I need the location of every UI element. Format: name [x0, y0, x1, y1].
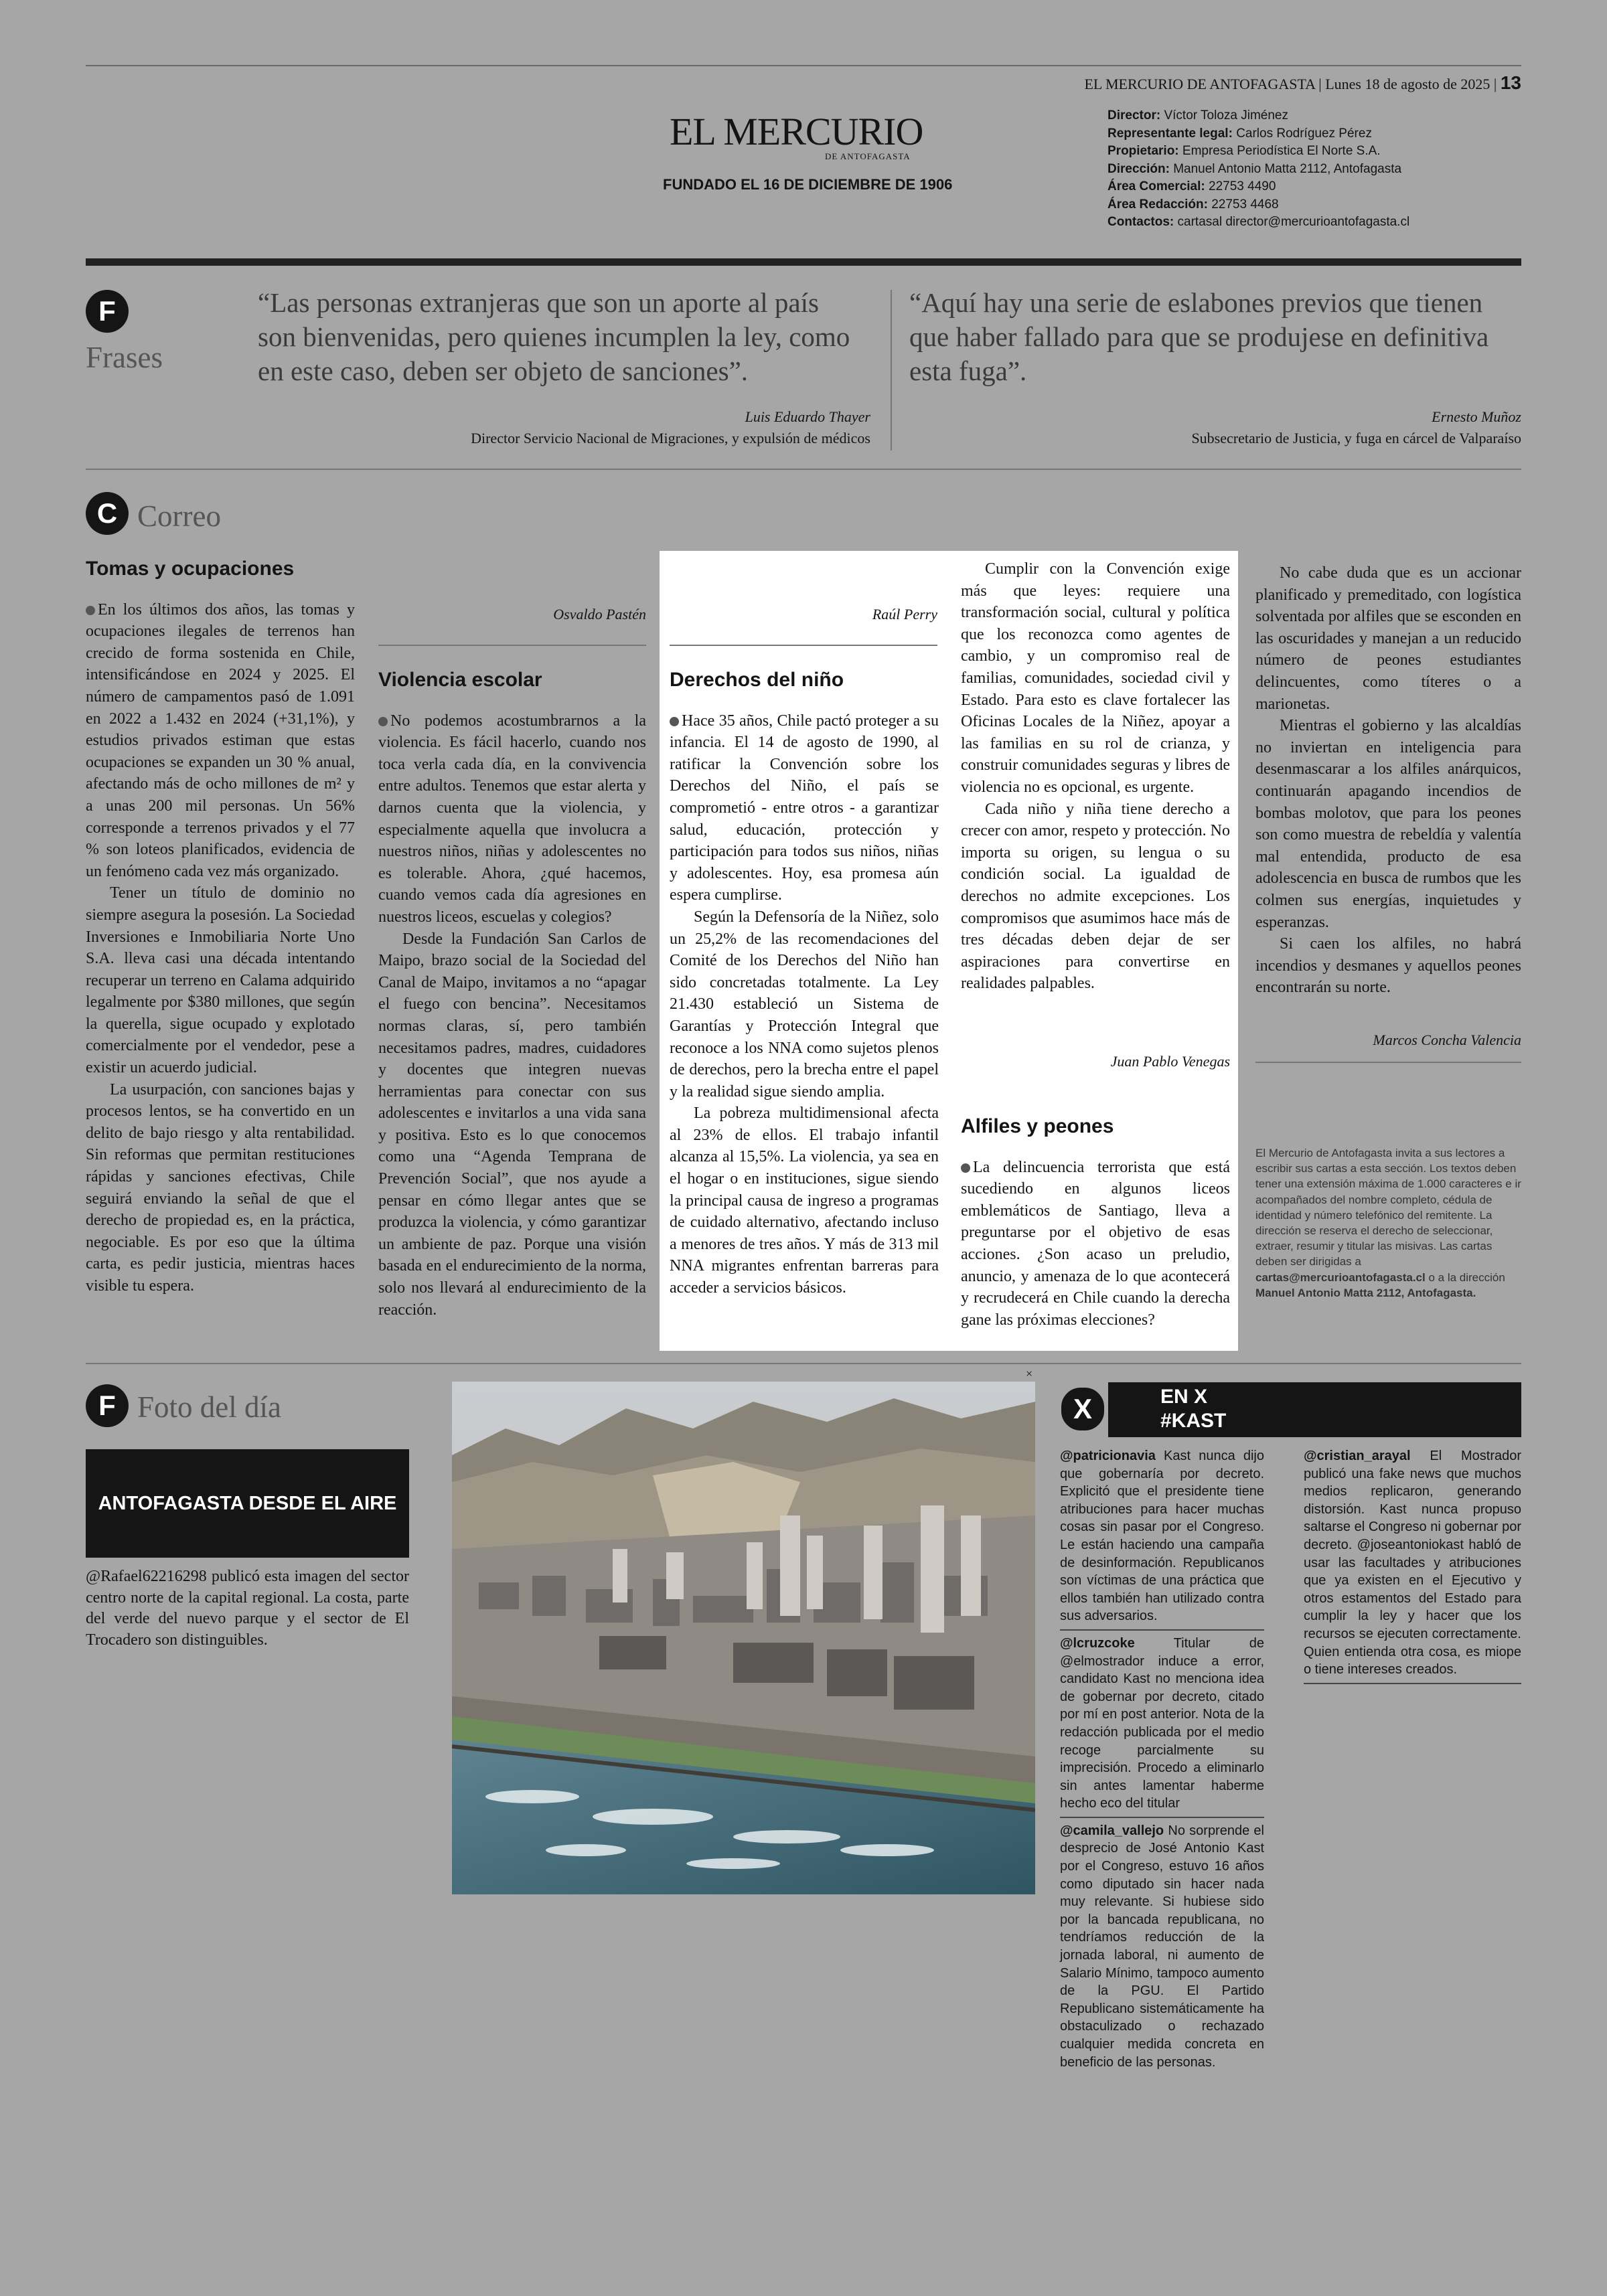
- bullet-icon: [378, 717, 388, 726]
- x-post-text: El Mostrador publicó una fake news que muchos medios replicaron, generando distorsión. Kast nunca propuso saltarse el Congreso ni gobernar por decreto. @joseantoniokast habló de usar las facultades y atribuciones que ya existen en el Ejecutivo y otros estamentos del Estado para cumplir la ley y hacer que los recursos se ejecuten correctamente. Quien entienda otra cosa, es miope o tiene intereses creados.: [1304, 1449, 1522, 1677]
- founded-line: FUNDADO EL 16 DE DICIEMBRE DE 1906: [663, 176, 953, 193]
- letter-signature: Juan Pablo Venegas: [1110, 1053, 1230, 1070]
- en-x-header: [1108, 1382, 1521, 1437]
- aerial-photo: [452, 1382, 1035, 1894]
- staff-line: Representante legal: Carlos Rodríguez Pérez: [1107, 126, 1372, 141]
- x-logo-icon: X: [1059, 1386, 1106, 1432]
- photo-caption: @Rafael62216298 publicó esta imagen del sector centro norte de la capital regional. La costa, parte del verde del nuevo parque y el sector de El Trocadero son distinguibles.: [86, 1568, 409, 1649]
- x-post-column: [1060, 1447, 1264, 2071]
- bullet-icon: [961, 1163, 970, 1173]
- letters-email: cartas@mercurioantofagasta.cl: [1255, 1270, 1426, 1284]
- frases-title: Frases: [86, 341, 163, 374]
- x-post-divider: [1304, 1683, 1521, 1684]
- bullet-icon: [86, 606, 95, 615]
- letter-divider: [670, 645, 937, 646]
- correo-badge: C: [86, 492, 129, 535]
- letter-column: [1255, 562, 1521, 999]
- letters-address: Manuel Antonio Matta 2112, Antofagasta.: [1255, 1286, 1476, 1299]
- quote-text: “Aquí hay una serie de eslabones previos que tienen que haber fallado para que se produjese en definitiva esta fuga”.: [909, 287, 1489, 386]
- section-rule: [86, 469, 1521, 470]
- letter-column: [670, 669, 939, 1299]
- quote-author-role: Subsecretario de Justicia, y fuga en cárcel de Valparaíso: [1191, 430, 1521, 446]
- en-x-hashtag: #KAST: [1160, 1410, 1227, 1432]
- letter-paragraph: En los últimos dos años, las tomas y ocupaciones ilegales de terrenos han crecido de forma sostenida en Chile, intensificándose en 2024 y 2025. El número de campamentos pasó de 1.091 en 2022 a 1.432 en 2024 (+31,1%), y estudios privados estiman que estas ocupaciones se expanden un 30 % anual, afectando más de ocho millones de m² y a unas 200 mil personas. Un 56% corresponde a terrenos privados y el 77 % son loteos planificados, evidencia de un fenómeno cada vez más organizado.: [86, 600, 355, 880]
- letter-column: [961, 1116, 1230, 1331]
- letter-title: Tomas y ocupaciones: [86, 558, 295, 580]
- staff-box: [1107, 107, 1409, 232]
- x-post-handle: @camila_vallejo: [1060, 1823, 1164, 1838]
- letter-paragraph: Hace 35 años, Chile pactó proteger a su infancia. El 14 de agosto de 1990, al ratificar la Convención sobre los Derechos del Niño, el país se comprometió - entre otros - a garantizar salud, educación, protección y participación para todos sus niños, niñas y adolescentes. Hoy, esa promesa aún espera cumplirse.: [670, 712, 939, 904]
- correo-title: Correo: [137, 499, 221, 533]
- letter-column: [86, 558, 355, 1297]
- x-post: [1060, 1635, 1264, 1813]
- letter-paragraph: La delincuencia terrorista que está sucediendo en algunos liceos emblemáticos de Santiago, lleva a preguntarse por el objetivo de esas acciones. ¿Son acaso un preludio, anuncio, y amenaza de lo que acontecerá y recrudecerá en Chile cuando la derecha gane las próximas elecciones?: [961, 1158, 1230, 1329]
- top-rule: [86, 65, 1521, 66]
- x-post-column: [1304, 1447, 1521, 1688]
- letter-paragraph: No cabe duda que es un accionar planificado y premeditado, con logística solventada por alfiles que se esconden en las oscuridades y manejan a un reducido número de peones estudiantes delincuentes, como títeres o a marionetas.: [1255, 564, 1521, 713]
- x-post-text: Kast nunca dijo que gobernaría por decreto. Explicitó que el presidente tiene atribuciones para hacer muchas cosas sin pasar por el Congreso. Le están haciendo una campaña de desinformación. Republicanos son víctimas de una práctica que ellos también han utilizado contra sus adversarios.: [1060, 1449, 1264, 1624]
- x-post-handle: @cristian_arayal: [1304, 1449, 1411, 1463]
- letter-signature: Raúl Perry: [872, 606, 937, 623]
- x-post-divider: [1060, 1629, 1264, 1631]
- quote-text: “Las personas extranjeras que son un aporte al país son bienvenidas, pero quienes incumplen la ley, como en este caso, deben ser objeto de sanciones”.: [258, 287, 850, 386]
- staff-line: Contactos: cartasal director@mercurioantofagasta.cl: [1107, 215, 1410, 229]
- letter-paragraph: Según la Defensoría de la Niñez, solo un 25,2% de las recomendaciones del Comité de los Derechos del Niño han sido concretadas totalmente. La Ley 21.430 estableció un Sistema de Garantías y Protección Integral que reconoce a los NNA como sujetos plenos de derechos, pero la brecha entre el papel y la realidad sigue siendo amplia.: [670, 908, 939, 1100]
- staff-line: Área Comercial: 22753 4490: [1107, 179, 1276, 193]
- quote-author: Ernesto Muñoz: [1432, 408, 1521, 425]
- section-rule: [86, 1363, 1521, 1364]
- x-post: [1060, 1447, 1264, 1625]
- letter-paragraph: Tener un título de dominio no siempre asegura la posesión. La Sociedad Inversiones e Inmobiliaria Norte Uno S.A. lleva casi una década intentando recuperar un terreno en Calama adquirido legalmente por $380 millones, que según la querella, sigue ocupado y explotado comercialmente por el vendedor, pese a existir un acuerdo judicial.: [86, 884, 355, 1077]
- issue-line: [1084, 72, 1521, 94]
- letter-column: [961, 558, 1230, 995]
- letter-paragraph: Desde la Fundación San Carlos de Maipo, brazo social de la Sociedad del Canal de Maipo, invitamos a no “apagar el fuego con bencina”. Necesitamos normas claras, sí, pero también necesitamos padres, madres, cuidadores y docentes que integren nuevas herramientas para conectar con sus adolescentes e invitarlos a una vida sana y positiva. Esto es lo que conocemos como una “Agenda Temprana de Prevención Social”, que nos ayude a pensar en cómo llegar antes que se produzca la violencia, y cómo garantizar un ambiente de paz. Porque una visión basada en el endurecimiento de la norma, solo nos llevará al endurecimiento de la reacción.: [378, 930, 646, 1319]
- foto-title: Foto del día: [137, 1390, 281, 1424]
- letter-paragraph: No podemos acostumbrarnos a la violencia. Es fácil hacerlo, cuando nos toca verla cada día, en la convivencia entre adultos. Tenemos que estar alerta y darnos cuenta que la violencia, y especialmente aquella que involucra a nuestros niños, niñas y adolescentes no es tolerable. Ahora, ¿qué hacemos, cuando vemos cada día agresiones en nuestros liceos, escuelas y colegios?: [378, 712, 646, 926]
- close-icon[interactable]: ×: [1026, 1367, 1033, 1380]
- letter-divider: [378, 645, 646, 646]
- letter-signature: Marcos Concha Valencia: [1373, 1032, 1521, 1048]
- photo-title-box: ANTOFAGASTA DESDE EL AIRE: [86, 1449, 409, 1558]
- section-rule: [86, 258, 1521, 266]
- letter-paragraph: La pobreza multidimensional afecta al 23% de ellos. El trabajo infantil alcanza al 15,5%. La violencia, ya sea en el hogar o en instituciones, sigue siendo la principal causa de ingreso a programas de cuidado alternativo, afectando incluso a menores de tres años. Y más de 313 mil NNA migrantes enfrentan barreras para acceder a servicios básicos.: [670, 1104, 939, 1297]
- quote-author-role: Director Servicio Nacional de Migraciones, y expulsión de médicos: [471, 430, 870, 446]
- letter-paragraph: Cada niño y niña tiene derecho a crecer con amor, respeto y protección. No importa su origen, su lengua o su condición social. La igualdad de derechos no admite excepciones. Los compromisos que asumimos hace más de tres décadas deben dejar de ser aspiraciones para convertirse en realidades palpables.: [961, 800, 1230, 993]
- x-post-divider: [1060, 1817, 1264, 1818]
- x-post-text: Titular de @elmostrador induce a error, candidato Kast no menciona idea de gobernar por decreto, citado por mí en post anterior. Nota de la redacción publicada por el medio recoge parcialmente su imprecisión. Procedo a eliminarlo sin antes lamentar haberme hecho eco del titular: [1060, 1635, 1264, 1811]
- newspaper-logo-subtitle: DE ANTOFAGASTA: [825, 151, 911, 161]
- letter-paragraph: Cumplir con la Convención exige más que leyes: requiere una transformación social, cultural y política que los reconozca como agentes de cambio, y un compromiso real de familias, comunidades, sociedad civil y Estado. Para esto es clave fortalecer las Oficinas Locales de la Niñez, apoyar a las familias en su rol de crianza, y construir comunidades seguras y libres de violencia no es opcional, es urgente.: [961, 560, 1230, 796]
- newspaper-logo: EL MERCURIO: [670, 110, 923, 153]
- x-post-handle: @patricionavia: [1060, 1449, 1156, 1463]
- x-post-text: No sorprende el desprecio de José Antonio Kast por el Congreso, estuvo 16 años como diputado sin hacer nada muy relevante. Si hubiese sido por la bancada republicana, no tendríamos reducción de la jornada laboral, ni aumento de Salario Mínimo, tampoco aumento de la PGU. El Partido Republicano sistemáticamente ha obstaculizado o rechazado cualquier medida concreta en beneficio de las personas.: [1060, 1823, 1264, 2070]
- letter-title: Derechos del niño: [670, 669, 844, 691]
- x-post-handle: @lcruzcoke: [1060, 1635, 1135, 1651]
- x-post: [1060, 1822, 1264, 2071]
- quote-author: Luis Eduardo Thayer: [745, 408, 870, 425]
- staff-line: Dirección: Manuel Antonio Matta 2112, Antofagasta: [1107, 161, 1402, 176]
- x-post: [1304, 1447, 1521, 1679]
- letters-submission-note: El Mercurio de Antofagasta invita a sus lectores a escribir sus cartas a esta sección. Los textos deben tener una extensión máxima de 1.000 caracteres e ir acompañados del nombre completo, cédula de identidad y número telefónico del remitente. La dirección se reserva el derecho de seleccionar, extraer, resumir y titular las misivas. Las cartas deben ser dirigidas a cartas@mercurioantofagasta.cl o a la dirección Manuel Antonio Matta 2112, Antofagasta.: [1255, 1147, 1521, 1299]
- quote-divider: [891, 290, 892, 450]
- staff-line: Director: Víctor Toloza Jiménez: [1107, 108, 1288, 122]
- foto-badge: F: [86, 1384, 129, 1427]
- issue-date: EL MERCURIO DE ANTOFAGASTA | Lunes 18 de agosto de 2025 |: [1084, 76, 1497, 92]
- staff-line: Área Redacción: 22753 4468: [1107, 197, 1279, 212]
- letter-title: Alfiles y peones: [961, 1115, 1114, 1137]
- letter-paragraph: Si caen los alfiles, no habrá incendios y desmanes y aquellos peones encontrarán su norte.: [1255, 935, 1521, 997]
- page-number: 13: [1500, 72, 1521, 93]
- letter-paragraph: Mientras el gobierno y las alcaldías no inviertan en inteligencia para desenmascarar a los alfiles anárquicos, continuarán apagando incendios de bombas molotov, que para los peones son como muestra de rebeldía y valentía mal entendida, producto de esa adolescencia en busca de rumbos que les colmen sus energías, inquietudes y esperanzas.: [1255, 717, 1521, 931]
- staff-line: Propietario: Empresa Periodística El Norte S.A.: [1107, 144, 1381, 158]
- en-x-title: EN X: [1160, 1386, 1208, 1408]
- letter-column: [378, 669, 646, 1321]
- letter-signature: Osvaldo Pastén: [553, 606, 646, 623]
- letter-paragraph: La usurpación, con sanciones bajas y procesos lentos, se ha convertido en un delito de bajo riesgo y alta rentabilidad. Sin reformas que permitan restituciones rápidas y sanciones efectivas, Chile seguirá enviando la señal de que el derecho de propiedad es, en la práctica, negociable. Es por eso que la última carta, es pedir justicia, mientras haces visible tu espera.: [86, 1080, 355, 1295]
- letter-title: Violencia escolar: [378, 669, 542, 691]
- letter-divider: [1255, 1062, 1521, 1063]
- bullet-icon: [670, 717, 679, 726]
- frases-badge: F: [86, 290, 129, 333]
